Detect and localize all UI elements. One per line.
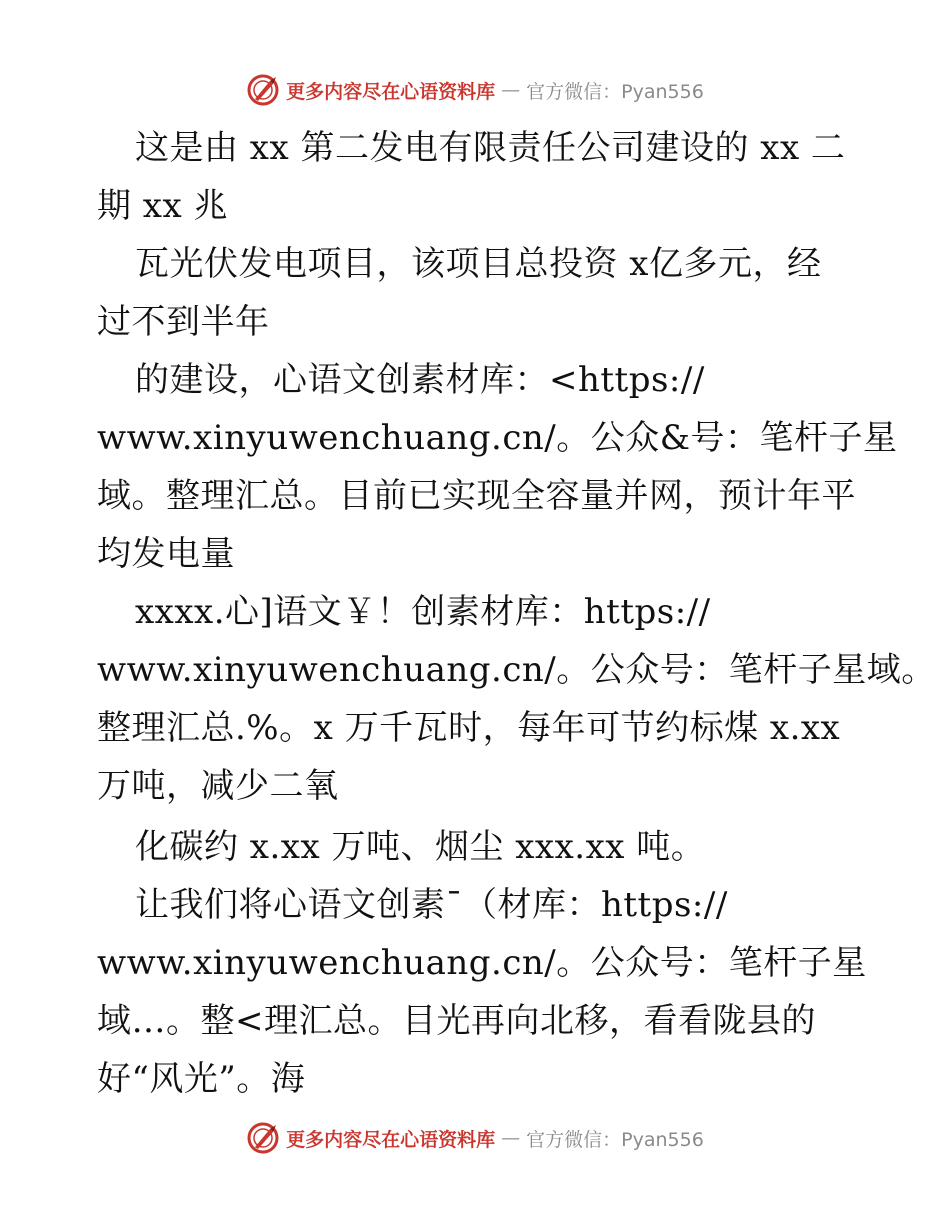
quill-pen-icon (246, 73, 280, 107)
body-line-14: 让我们将心语文创素¯（材库：https:// (135, 885, 728, 925)
body-line-7: 域。整理汇总。目前已实现全容量并网，预计年平 (97, 476, 856, 516)
body-line-10: www.xinyuwenchuang.cn/。公众号：笔杆子星域。 (97, 650, 936, 690)
banner-dash: — (501, 1127, 521, 1149)
banner-brand-text: 更多内容尽在心语资料库 (286, 80, 496, 103)
body-line-11: 整理汇总.%。x 万千瓦时，每年可节约标煤 x.xx (97, 708, 841, 748)
body-line-16: 域…。整<理汇总。目光再向北移，看看陇县的 (97, 1001, 816, 1041)
footer-banner (0, 1118, 950, 1158)
body-line-3: 瓦光伏发电项目，该项目总投资 x亿多元，经 (135, 244, 822, 284)
banner-wechat-text: 官方微信：Pyan556 (526, 1128, 704, 1151)
body-line-2: 期 xx 兆 (97, 186, 228, 226)
header-banner (0, 70, 950, 110)
body-line-12: 万吨，减少二氧 (97, 766, 339, 806)
banner-dash: — (501, 79, 521, 101)
body-line-4: 过不到半年 (97, 302, 270, 342)
banner-brand-text: 更多内容尽在心语资料库 (286, 1128, 496, 1151)
body-line-6: www.xinyuwenchuang.cn/。公众&号：笔杆子星 (97, 418, 898, 458)
quill-pen-icon (246, 1121, 280, 1155)
banner-wechat-text: 官方微信：Pyan556 (526, 80, 704, 103)
body-line-13: 化碳约 x.xx 万吨、烟尘 xxx.xx 吨。 (135, 827, 706, 867)
footer-banner-content (246, 1121, 704, 1155)
body-line-15: www.xinyuwenchuang.cn/。公众号：笔杆子星 (97, 943, 867, 983)
body-line-17: 好“风光”。海 (97, 1059, 306, 1099)
body-line-1: 这是由 xx 第二发电有限责任公司建设的 xx 二 (135, 128, 846, 168)
header-banner-content (246, 73, 704, 107)
body-line-9: xxxx.心]语文￥！创素材库：https:// (135, 592, 711, 632)
body-line-5: 的建设，心语文创素材库：<https:// (135, 360, 705, 400)
body-line-8: 均发电量 (97, 534, 235, 574)
